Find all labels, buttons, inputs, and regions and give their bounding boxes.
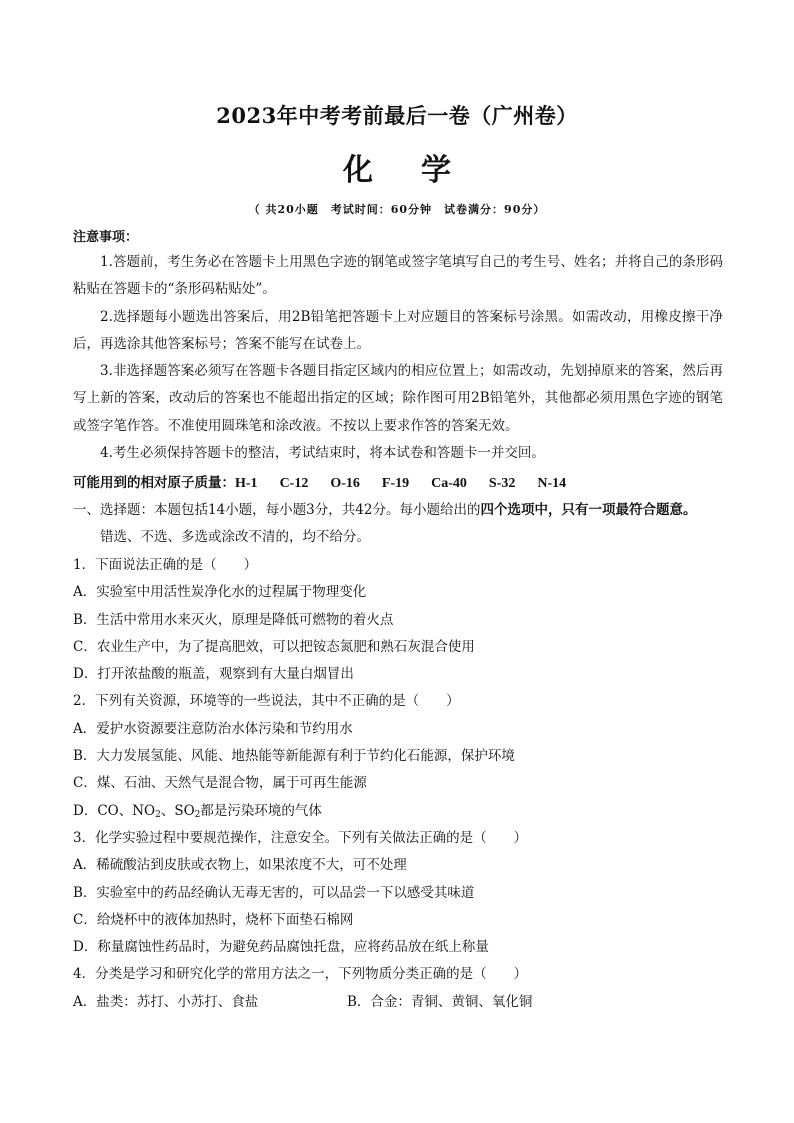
atomic-mass: O-16 [330,476,360,491]
option: C．给烧杯中的液体加热时，烧杯下面垫石棉网 [73,911,354,928]
option: D．称量腐蚀性药品时，为避免药品腐蚀托盘，应将药品放在纸上称量 [73,939,489,956]
atomic-mass: N-14 [537,476,567,491]
question-stem: 3．化学实验过程中要规范操作，注意安全。下列有关做法正确的是（ ） [73,829,528,846]
subscript: 2 [194,809,201,820]
option-text: 、SO [160,802,195,819]
notes-heading: 注意事项： [73,230,139,245]
section-text-bold: 四个选项中，只有一项最符合题意。 [480,502,697,518]
note-item: 2.选择题每小题选出答案后，用2B铅笔把答题卡上对应题目的答案标号涂黑。如需改动，用橡皮擦干净后，再选涂其他答案标号；答案不能写在试卷上。 [73,308,723,352]
subject-char-2: 学 [421,153,451,188]
atomic-mass: C-12 [279,476,309,491]
option-row [73,989,733,1016]
option: B．合金：青铜、黄铜、氧化铜 [347,993,533,1010]
option-text: 都是污染环境的气体 [200,802,322,819]
option: A．实验室中用活性炭净化水的过程属于物理变化 [73,584,367,601]
atomic-masses [73,469,733,498]
questions [73,552,733,1016]
subject-heading [0,145,794,189]
note-item: 3.非选择题答案必须写在答题卡各题目指定区域内的相应位置上；如需改动，先划掉原来的答案，然后再写上新的答案，改动后的答案也不能超出指定的区域；除作图可用2B铅笔外，其他都必须用黑色字迹的钢笔或签字笔作答。不准使用圆珠笔和涂改液。不按以上要求作答的答案无效。 [73,363,723,434]
option: B．实验室中的药品经确认无毒无害的，可以品尝一下以感受其味道 [73,884,475,901]
option: A．稀硫酸沾到皮肤或衣物上，如果浓度不大，可不处理 [73,857,407,874]
option: C．煤、石油、天然气是混合物，属于可再生能源 [73,775,367,792]
atomic-mass: S-32 [488,476,516,491]
atomic-masses-label: 可能用到的相对原子质量： [73,475,235,491]
option: B．生活中常用水来灭火，原理是降低可燃物的着火点 [73,611,394,628]
section-instructions [73,497,733,552]
subject-char-1: 化 [343,153,373,188]
note-item: 4.考生必须保持答题卡的整洁，考试结束时，将本试卷和答题卡一并交回。 [100,445,545,462]
option: D．打开浓盐酸的瓶盖，观察到有大量白烟冒出 [73,666,354,683]
note-item: 1.答题前，考生务必在答题卡上用黑色字迹的钢笔或签字笔填写自己的考生号、姓名；并将自己的条形码粘贴在答题卡的“条形码粘贴处”。 [73,254,723,298]
exam-info: （ 共20小题 考试时间：60分钟 试卷满分：90分） [248,203,546,216]
option: A．爱护水资源要注意防治水体污染和节约用水 [73,720,353,737]
atomic-mass: Ca-40 [431,476,467,491]
subscript: 2 [155,809,161,820]
question-stem: 4．分类是学习和研究化学的常用方法之一，下列物质分类正确的是（ ） [73,966,528,983]
section-text: 一、选择题：本题包括14小题，每小题3分，共42分。每小题给出的 [73,502,481,518]
atomic-mass: H-1 [235,476,258,491]
option: C．农业生产中，为了提高肥效，可以把铵态氮肥和熟石灰混合使用 [73,638,475,655]
notes-list [73,249,723,467]
section-text-line2: 错选、不选、多选或涂改不清的，均不给分。 [100,529,370,546]
option: A．盐类：苏打、小苏打、食盐 [73,993,259,1010]
atomic-mass: F-19 [381,476,410,491]
option-text: D．CO、NO [73,802,156,819]
option [73,798,733,825]
question-stem: 2．下列有关资源，环境等的一些说法，其中不正确的是（ ） [73,693,460,710]
page-title: 2023年中考考前最后一卷（广州卷） [216,103,578,128]
question-stem: 1．下面说法正确的是（ ） [73,557,258,573]
option: B．大力发展氢能、风能、地热能等新能源有利于节约化石能源，保护环境 [73,748,515,765]
